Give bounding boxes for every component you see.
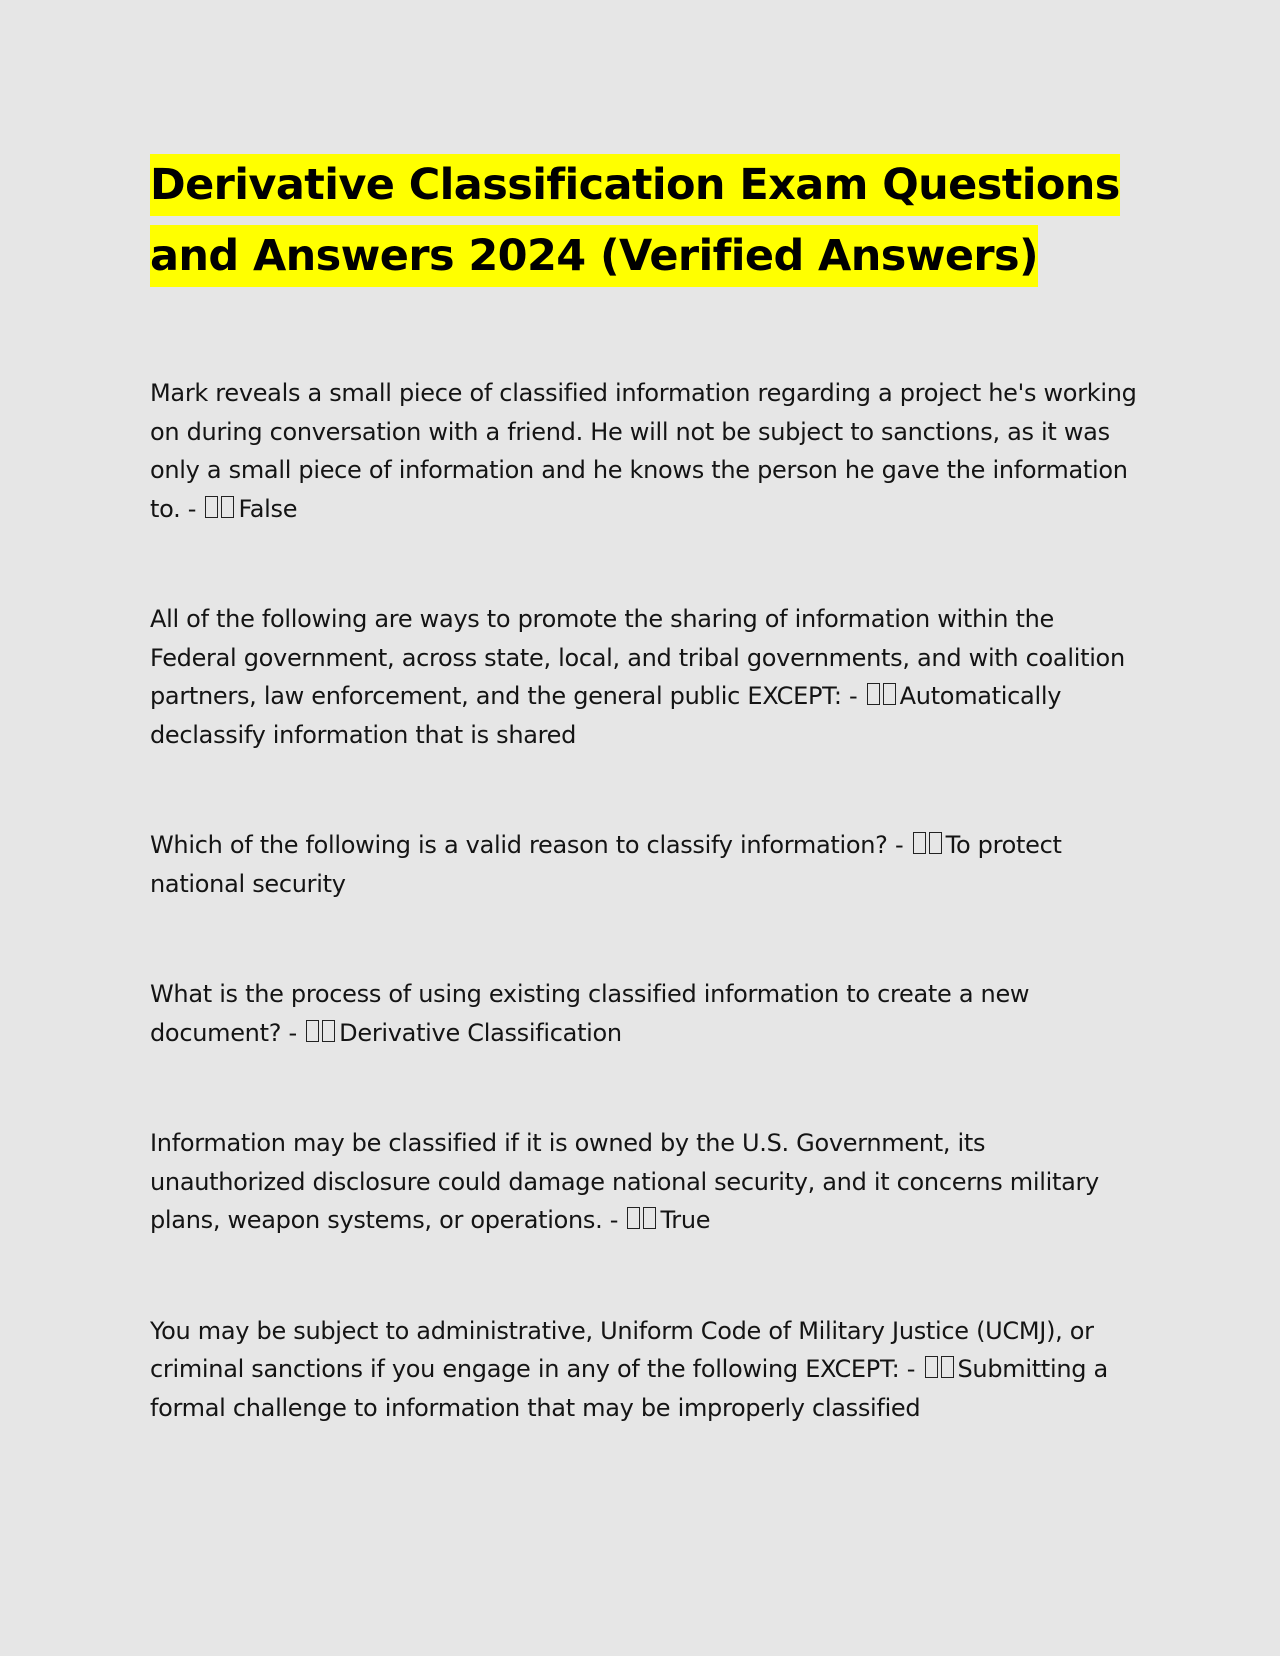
qa-list	[150, 374, 1140, 1427]
missing-glyph-icon	[867, 683, 899, 707]
answer-text: Automatically declassify information that is shared	[150, 682, 1062, 749]
question-text: All of the following are ways to promote the sharing of information within the Federal government, across state, local, and tribal governments, and with coalition partners, law enforcement, and the general public EXCEPT: -	[150, 605, 1125, 710]
answer-text: To protect national security	[150, 831, 1062, 898]
question-text: You may be subject to administrative, Uniform Code of Military Justice (UCMJ), or criminal sanctions if you engage in any of the following EXCEPT: -	[150, 1316, 1094, 1383]
missing-glyph-icon	[205, 496, 237, 520]
qa-item	[150, 975, 1140, 1052]
document-content	[150, 150, 1140, 1427]
answer-text: True	[660, 1206, 711, 1234]
qa-item	[150, 1312, 1140, 1428]
missing-glyph-icon	[913, 832, 945, 856]
missing-glyph-icon	[925, 1356, 957, 1380]
answer-text: False	[238, 494, 298, 523]
answer-text: Derivative Classification	[339, 1018, 622, 1047]
question-text: Information may be classified if it is owned by the U.S. Government, its unauthorized disclosure could damage national security, and it concerns military plans, weapon systems, or operations. -	[150, 1129, 1099, 1234]
title-highlight: Derivative Classification Exam Questions and Answers 2024 (Verified Answers)	[150, 154, 1120, 287]
missing-glyph-icon	[306, 1020, 338, 1044]
missing-glyph-icon	[627, 1207, 659, 1231]
question-text: What is the process of using existing classified information to create a new document? -	[150, 980, 1030, 1047]
qa-item	[150, 374, 1140, 528]
question-text: Which of the following is a valid reason to classify information? -	[150, 831, 904, 859]
qa-item	[150, 1124, 1140, 1240]
qa-item	[150, 600, 1140, 754]
answer-text: Submitting a formal challenge to information that may be improperly classified	[150, 1355, 1108, 1422]
question-text: Mark reveals a small piece of classified information regarding a project he's working on during conversation with a friend. He will not be subject to sanctions, as it was only a small piece of information and he knows the person he gave the information to. -	[150, 379, 1137, 523]
qa-item	[150, 826, 1140, 903]
document-title	[150, 150, 1140, 292]
